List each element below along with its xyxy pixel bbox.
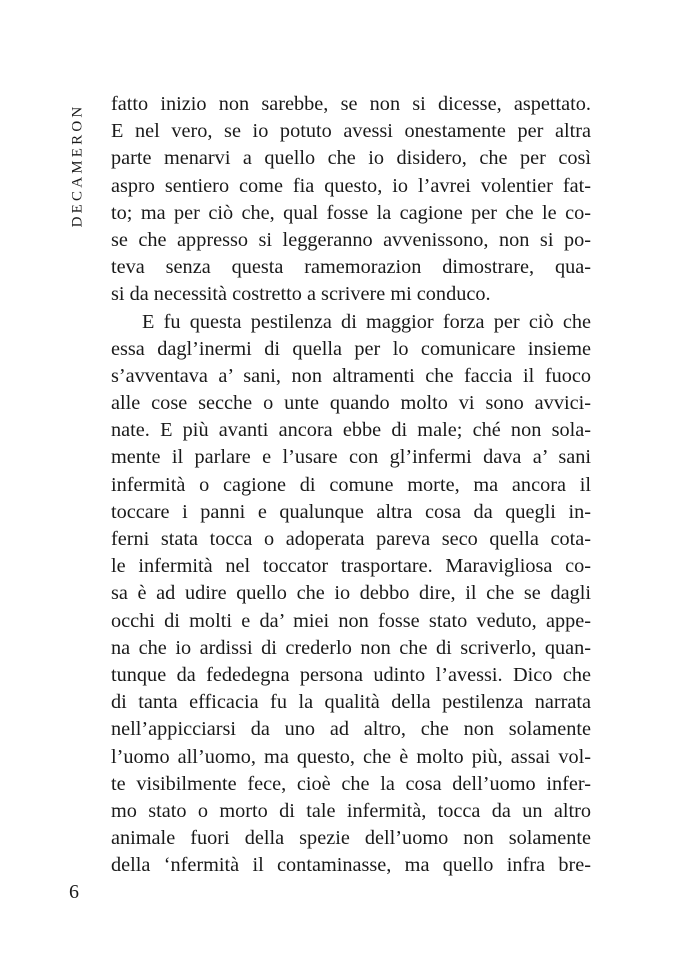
text-line: mente il parlare e l’usare con gl’infermi dava a’ sani [111,446,591,469]
text-line: alle cose secche o unte quando molto vi sono avvici- [111,392,591,415]
text-line: l’uomo all’uomo, ma questo, che è molto più, assai vol- [111,745,591,768]
text-line: teva senza questa ramemorazion dimostrare, qua- [111,256,591,279]
text-line: nate. E più avanti ancora ebbe di male; ché non sola- [111,419,591,442]
text-line: na che io ardissi di crederlo non che di scriverlo, quan- [111,636,591,659]
running-head [65,100,91,230]
text-line: to; ma per ciò che, qual fosse la cagione per che le co- [111,201,591,224]
text-line: infermità o cagione di comune morte, ma ancora il [111,473,591,496]
text-line: toccare i panni e qualunque altra cosa da quegli in- [111,500,591,523]
text-line: della ‘nfermità il contaminasse, ma quello infra bre- [111,854,591,877]
text-line: si da necessità costretto a scrivere mi conduco. [111,283,491,306]
text-line: essa dagl’inermi di quella per lo comunicare insieme [111,337,591,360]
text-line: s’avventava a’ sani, non altramenti che faccia il fuoco [111,364,591,387]
text-line: nell’appicciarsi da uno ad altro, che non solamente [111,718,591,741]
paragraph-start-line: E fu questa pestilenza di maggior forza per ciò che [142,310,591,333]
text-line: mo stato o morto di tale infermità, tocca da un altro [111,799,591,822]
text-line: aspro sentiero come fia questo, io l’avrei volentier fat- [111,174,591,197]
text-line: fatto inizio non sarebbe, se non si dicesse, aspettato. [111,93,591,115]
text-line: te visibilmente fece, cioè che la cosa dell’uomo infer- [111,772,591,795]
text-line: occhi di molti e da’ miei non fosse stato veduto, appe- [111,609,591,632]
text-line: parte menarvi a quello che io disidero, che per così [111,147,591,170]
page-number: 6 [69,881,79,903]
text-line: animale fuori della spezie dell’uomo non solamente [111,827,591,850]
text-line: E nel vero, se io potuto avessi onestamente per altra [111,120,591,143]
text-line: tunque da fededegna persona udinto l’avessi. Dico che [111,663,591,686]
body-text [111,91,591,879]
text-line: di tanta efficacia fu la qualità della pestilenza narrata [111,691,591,714]
running-head-text: DECAMERON [69,103,86,227]
text-line: le infermità nel toccator trasportare. Maravigliosa co- [111,555,591,578]
text-line: se che appresso si leggeranno avvenissono, non si po- [111,228,591,251]
text-line: ferni stata tocca o adoperata pareva seco quella cota- [111,528,591,550]
text-line: sa è ad udire quello che io debbo dire, il che se dagli [111,582,591,605]
